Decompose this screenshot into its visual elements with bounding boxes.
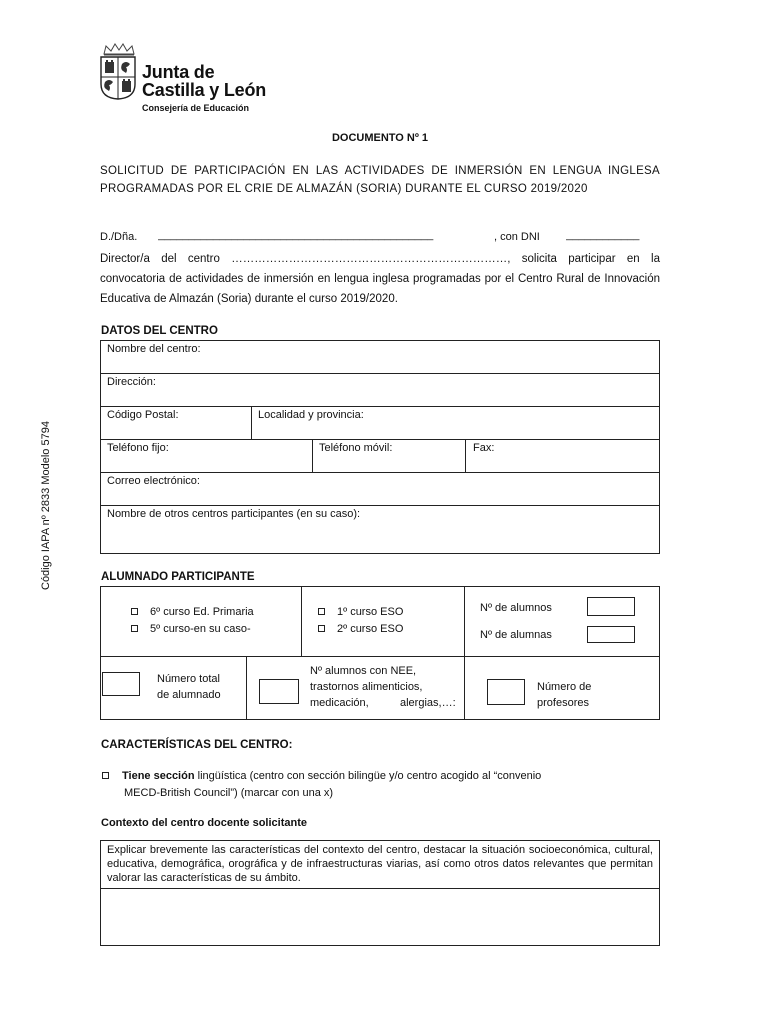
total-alumnado-input[interactable] — [102, 672, 140, 696]
direccion-field[interactable]: Dirección: — [107, 376, 156, 388]
total-label-2: de alumnado — [157, 689, 221, 701]
seccion-line-2: MECD-British Council”) (marcar con una x) — [124, 787, 334, 799]
telefono-fijo-field[interactable]: Teléfono fijo: — [107, 442, 169, 454]
dni-label: , con DNI — [494, 231, 540, 243]
n-alumnas-label: Nº de alumnas — [480, 629, 552, 641]
checkbox-icon[interactable] — [318, 608, 325, 615]
contexto-answer-area[interactable] — [101, 889, 659, 945]
alumnado-heading: ALUMNADO PARTICIPANTE — [101, 571, 255, 583]
dni-blank[interactable]: ____________ — [566, 229, 640, 241]
nombre-centro-field[interactable]: Nombre del centro: — [107, 343, 201, 355]
profesores-label-2: profesores — [537, 697, 589, 709]
n-alumnas-input[interactable] — [587, 626, 635, 643]
nee-label-3a: medicación, — [310, 697, 369, 709]
applicant-prefix: D./Dña. — [100, 231, 138, 243]
coat-of-arms-icon — [100, 56, 136, 100]
checkbox-icon[interactable] — [318, 625, 325, 632]
datos-centro-heading: DATOS DEL CENTRO — [101, 325, 218, 337]
option-2-eso[interactable]: 2º curso ESO — [318, 623, 403, 635]
name-blank[interactable]: _____________________________________________ — [158, 229, 434, 241]
applicant-paragraph: Director/a del centro ………………………………………………………………, solicita participar en la convocatoria de actividades de inmersión en lengua inglesa programadas por el Centro Rural de Innovación Educativa de Almazán (Soria) durante el curso 2019/2020. — [100, 253, 660, 305]
codigo-postal-field[interactable]: Código Postal: — [107, 409, 179, 421]
correo-field[interactable]: Correo electrónico: — [107, 475, 200, 487]
contexto-heading: Contexto del centro docente solicitante — [101, 817, 307, 829]
crown-icon — [102, 42, 136, 56]
logo-line-2: Castilla y León — [142, 80, 267, 100]
nee-label-1: Nº alumnos con NEE, — [310, 665, 417, 677]
side-code: Código IAPA nº 2833 Modelo 5794 — [40, 421, 52, 590]
fax-field[interactable]: Fax: — [473, 442, 495, 454]
n-alumnos-label: Nº de alumnos — [480, 602, 552, 614]
request-title: SOLICITUD DE PARTICIPACIÓN EN LAS ACTIVIDADES DE INMERSIÓN EN LENGUA INGLESA PROGRAMADAS POR EL CRIE DE ALMAZÁN (SORIA) DURANTE EL CURSO 2019/2020 — [100, 165, 660, 195]
caracteristicas-heading: CARACTERÍSTICAS DEL CENTRO: — [101, 739, 293, 751]
checkbox-icon[interactable] — [131, 625, 138, 632]
logo-line-1: Junta de — [142, 62, 215, 82]
profesores-label-1: Número de — [537, 681, 592, 693]
localidad-field[interactable]: Localidad y provincia: — [258, 409, 364, 421]
option-1-eso[interactable]: 1º curso ESO — [318, 606, 403, 618]
checkbox-icon[interactable] — [102, 772, 109, 779]
telefono-movil-field[interactable]: Teléfono móvil: — [319, 442, 393, 454]
total-label-1: Número total — [157, 673, 220, 685]
seccion-option[interactable]: Tiene sección lingüística (centro con sección bilingüe y/o centro acogido al “convenio — [102, 770, 541, 782]
logo-line-3: Consejería de Educación — [142, 103, 250, 113]
document-title: DOCUMENTO Nº 1 — [331, 132, 429, 144]
contexto-instructions: Explicar brevemente las características del contexto del centro, destacar la situación socioeconómica, cultural, educativa, demográfica, orográfica y de infraestructuras viarias, así como otros datos relevantes que permitan valorar las características de su ámbito. — [107, 844, 653, 884]
checkbox-icon[interactable] — [131, 608, 138, 615]
option-5-primaria[interactable]: 5º curso-en su caso- — [131, 623, 251, 635]
nee-input[interactable] — [259, 679, 299, 704]
otros-centros-field[interactable]: Nombre de otros centros participantes (en su caso): — [107, 508, 361, 520]
option-6-primaria[interactable]: 6º curso Ed. Primaria — [131, 606, 254, 618]
n-alumnos-input[interactable] — [587, 597, 635, 616]
profesores-input[interactable] — [487, 679, 525, 705]
nee-label-2: trastornos alimenticios, — [310, 681, 423, 693]
nee-label-3b: alergias,…: — [400, 697, 456, 709]
